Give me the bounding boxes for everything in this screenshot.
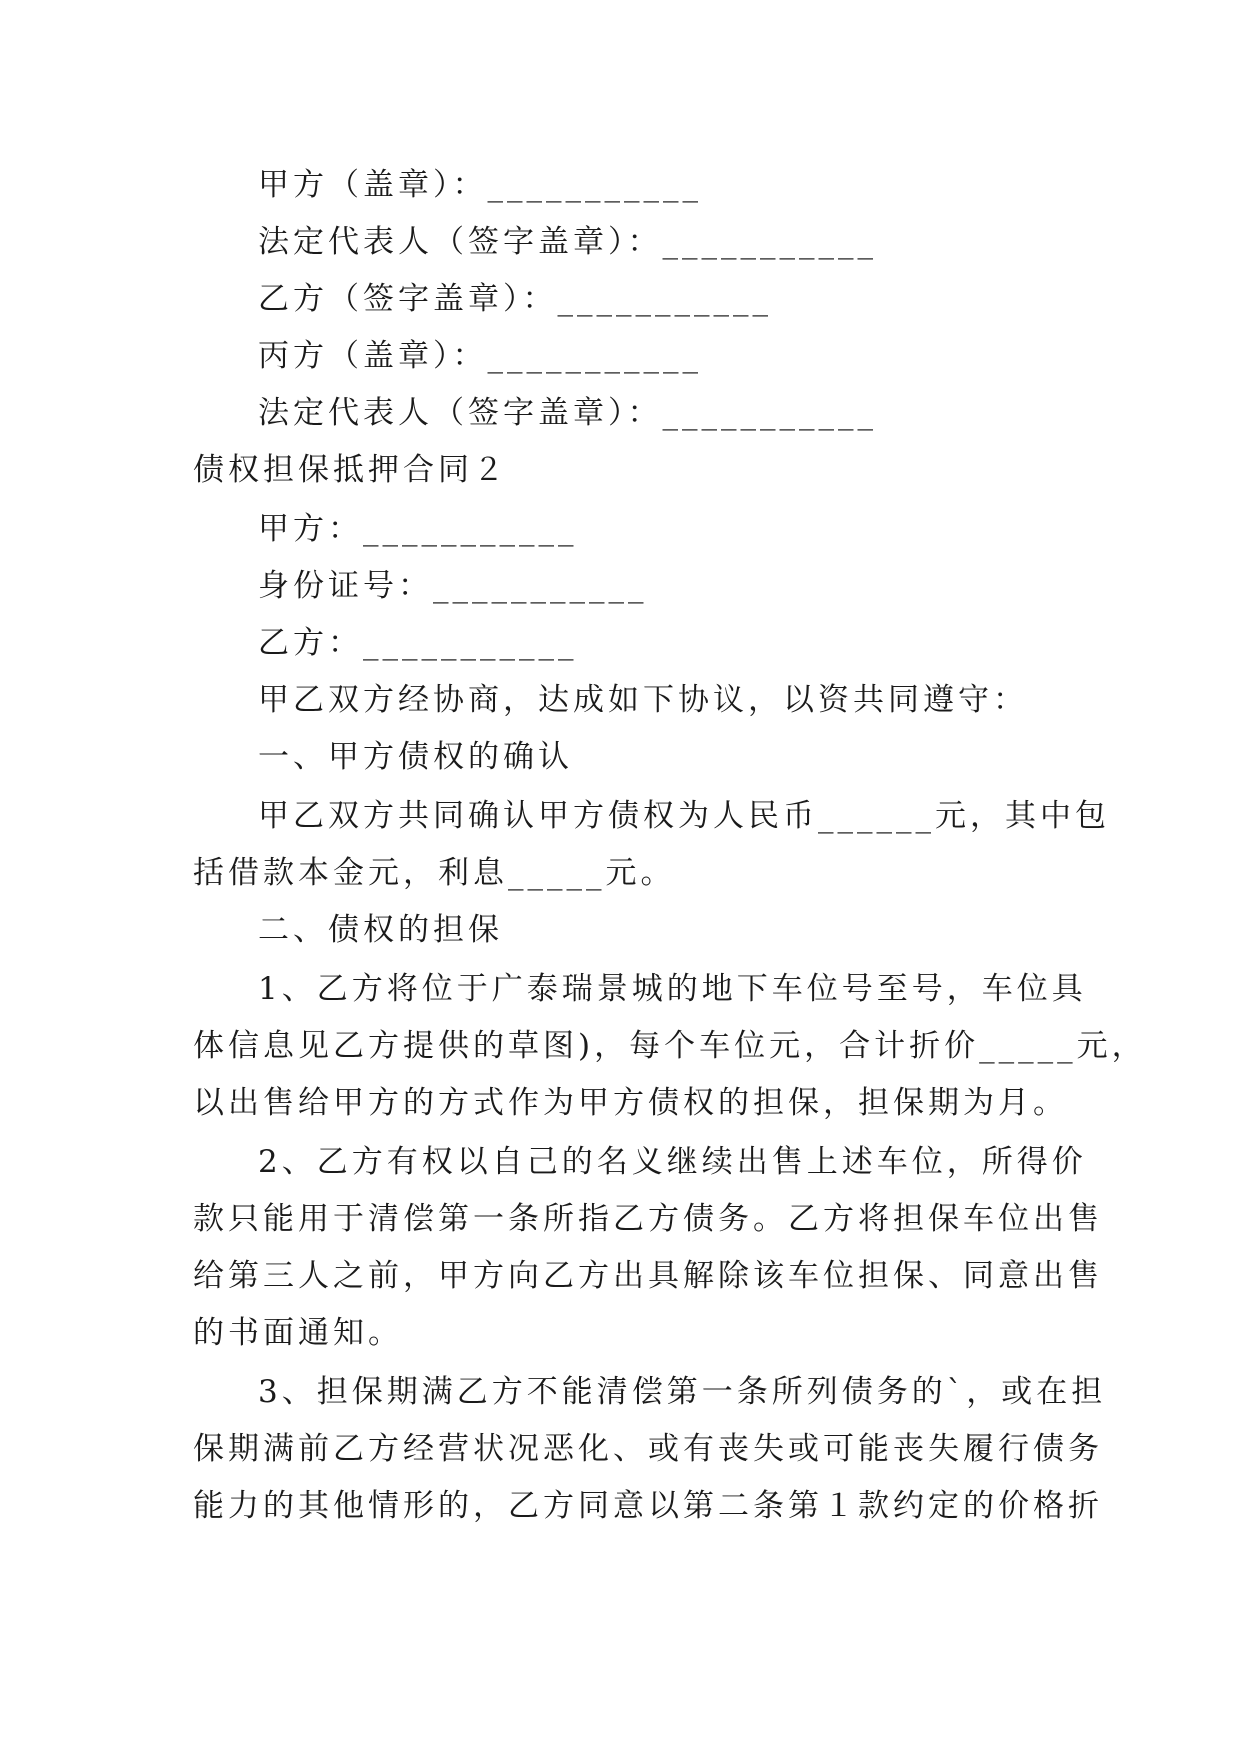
section-2-heading: 二、债权的担保: [258, 912, 503, 948]
clause-1-line: 以出售给甲方的方式作为甲方债权的担保，担保期为月。: [193, 1085, 1068, 1121]
clause-3-line: 能力的其他情形的，乙方同意以第二条第１款约定的价格折: [193, 1488, 1103, 1524]
clause-3-line: 保期满前乙方经营状况恶化、或有丧失或可能丧失履行债务: [193, 1431, 1103, 1467]
id-number-field: 身份证号：___________: [258, 568, 648, 604]
clause-2-line: 的书面通知。: [193, 1315, 403, 1351]
party-b-field: 乙方：___________: [258, 625, 578, 661]
party-a-field: 甲方：___________: [258, 511, 578, 547]
clause-1-line: 1、乙方将位于广泰瑞景城的地下车位号至号，车位具: [258, 971, 1087, 1007]
section-1-line: 括借款本金元，利息_____元。: [193, 855, 676, 891]
clause-2-line: 给第三人之前，甲方向乙方出具解除该车位担保、同意出售: [193, 1258, 1103, 1294]
signature-legal-rep-c: 法定代表人（签字盖章）：___________: [258, 395, 877, 431]
agreement-intro: 甲乙双方经协商，达成如下协议，以资共同遵守：: [258, 682, 1028, 718]
clause-2-line: 款只能用于清偿第一条所指乙方债务。乙方将担保车位出售: [193, 1201, 1103, 1237]
section-1-line: 甲乙双方共同确认甲方债权为人民币______元，其中包: [258, 798, 1110, 834]
contract-title: 债权担保抵押合同２: [193, 452, 508, 488]
signature-legal-rep-a: 法定代表人（签字盖章）：___________: [258, 224, 877, 260]
signature-party-c: 丙方（盖章）：___________: [258, 338, 702, 374]
signature-party-b: 乙方（签字盖章）：___________: [258, 281, 772, 317]
signature-party-a: 甲方（盖章）：___________: [258, 167, 702, 203]
clause-3-line: 3、担保期满乙方不能清偿第一条所列债务的`，或在担: [258, 1374, 1107, 1410]
clause-2-line: 2、乙方有权以自己的名义继续出售上述车位，所得价: [258, 1144, 1087, 1180]
clause-1-line: 体信息见乙方提供的草图)，每个车位元，合计折价_____元，: [193, 1028, 1147, 1064]
section-1-heading: 一、甲方债权的确认: [258, 739, 573, 775]
